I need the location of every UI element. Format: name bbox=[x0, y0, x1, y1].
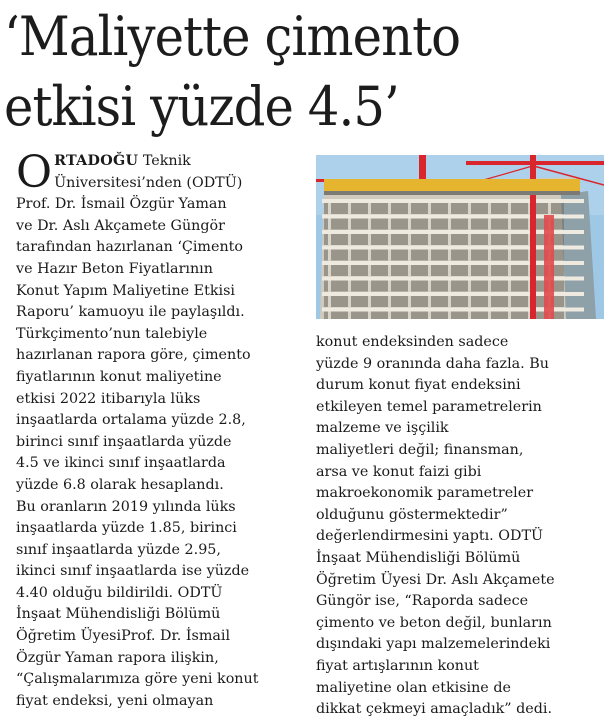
column bbox=[368, 265, 371, 276]
column bbox=[328, 250, 331, 261]
left-column-line: tarafından hazırlanan ‘Çimento bbox=[16, 239, 244, 256]
column bbox=[388, 234, 391, 245]
column bbox=[328, 219, 331, 230]
column bbox=[368, 296, 371, 307]
column bbox=[408, 281, 411, 292]
left-column-line: etkisi 2022 itibarıyla lüks bbox=[16, 390, 201, 407]
column bbox=[508, 203, 511, 214]
column bbox=[408, 219, 411, 230]
column bbox=[468, 281, 471, 292]
column bbox=[508, 265, 511, 276]
column bbox=[328, 296, 331, 307]
column bbox=[348, 250, 351, 261]
column bbox=[488, 296, 491, 307]
column bbox=[388, 312, 391, 320]
column bbox=[388, 203, 391, 214]
column bbox=[488, 250, 491, 261]
column bbox=[368, 250, 371, 261]
left-column-line: 4.40 olduğu bildirildi. ODTÜ bbox=[16, 584, 223, 601]
column bbox=[428, 296, 431, 307]
left-column-line: Özgür Yaman rapora ilişkin, bbox=[16, 649, 219, 666]
column bbox=[348, 219, 351, 230]
column bbox=[408, 203, 411, 214]
column bbox=[468, 250, 471, 261]
column bbox=[408, 296, 411, 307]
column bbox=[488, 219, 491, 230]
column bbox=[408, 234, 411, 245]
column bbox=[348, 265, 351, 276]
drop-cap: O bbox=[16, 147, 53, 198]
column bbox=[388, 250, 391, 261]
column bbox=[388, 296, 391, 307]
column bbox=[468, 234, 471, 245]
left-column-line: Bu oranların 2019 yılında lüks bbox=[16, 498, 236, 515]
column bbox=[368, 219, 371, 230]
left-column-line: “Çalışmalarımıza göre yeni konut bbox=[16, 671, 259, 688]
right-column-line: arsa ve konut faizi gibi bbox=[316, 463, 482, 480]
floor-slab bbox=[322, 199, 584, 203]
left-column-line: fiyatlarının konut maliyetine bbox=[16, 368, 222, 385]
column bbox=[428, 312, 431, 320]
column bbox=[448, 265, 451, 276]
column bbox=[408, 250, 411, 261]
right-column-line: maliyetine olan etkisine de bbox=[316, 679, 511, 696]
column bbox=[448, 250, 451, 261]
left-column-line: Prof. Dr. İsmail Özgür Yaman bbox=[16, 196, 227, 213]
headline bbox=[4, 2, 558, 142]
column bbox=[408, 312, 411, 320]
column bbox=[448, 234, 451, 245]
column bbox=[508, 250, 511, 261]
lead-word: RTADOĞU bbox=[54, 153, 139, 169]
column bbox=[348, 234, 351, 245]
construction-building-photo bbox=[316, 155, 604, 319]
column bbox=[508, 296, 511, 307]
column bbox=[428, 203, 431, 214]
column bbox=[428, 265, 431, 276]
column bbox=[468, 312, 471, 320]
column bbox=[368, 281, 371, 292]
right-column-line: Güngör ise, “Raporda sadece bbox=[316, 593, 529, 610]
headline-line-1: ‘Maliyette çimento bbox=[4, 5, 461, 68]
right-column-line: dikkat çekmeyi amaçladık” dedi. bbox=[316, 701, 553, 718]
headline-line-2: etkisi yüzde 4.5’ bbox=[4, 75, 399, 138]
right-column-line: makroekonomik parametreler bbox=[316, 485, 534, 502]
column bbox=[508, 281, 511, 292]
column bbox=[388, 281, 391, 292]
column bbox=[388, 265, 391, 276]
left-column-line: inşaatlarda ortalama yüzde 2.8, bbox=[16, 412, 246, 429]
left-column-line: hazırlanan rapora göre, çimento bbox=[16, 347, 251, 364]
column bbox=[468, 296, 471, 307]
column bbox=[448, 312, 451, 320]
column bbox=[428, 219, 431, 230]
right-column-line: etkileyen temel parametrelerin bbox=[316, 398, 542, 415]
right-column-line: malzeme ve işçilik bbox=[316, 420, 449, 437]
right-column-line: durum konut fiyat endeksini bbox=[316, 377, 521, 394]
column bbox=[368, 312, 371, 320]
left-column-line: Raporu’ kamuoyu ile paylaşıldı. bbox=[16, 304, 245, 321]
left-column-line: ikinci sınıf inşaatlarda ise yüzde bbox=[16, 563, 250, 580]
column bbox=[508, 219, 511, 230]
left-column-line: ve Hazır Beton Fiyatlarının bbox=[16, 260, 213, 277]
right-column-line: değerlendirmesini yaptı. ODTÜ bbox=[316, 528, 544, 545]
column bbox=[468, 203, 471, 214]
column bbox=[368, 234, 371, 245]
column bbox=[488, 203, 491, 214]
article-column-left bbox=[16, 147, 306, 712]
right-column-line: yüzde 9 oranında daha fazla. Bu bbox=[316, 355, 549, 372]
right-column-line: maliyetleri değil; finansman, bbox=[316, 441, 524, 458]
column bbox=[368, 203, 371, 214]
left-column-line: Türkçimento’nun talebiyle bbox=[16, 325, 208, 342]
right-column-line: Öğretim Üyesi Dr. Aslı Akçamete bbox=[316, 571, 555, 588]
column bbox=[488, 281, 491, 292]
column bbox=[428, 250, 431, 261]
column bbox=[488, 234, 491, 245]
column bbox=[348, 312, 351, 320]
left-column-line: birinci sınıf inşaatlarda yüzde bbox=[16, 433, 232, 450]
column bbox=[348, 203, 351, 214]
scaffold-top bbox=[324, 179, 580, 191]
column bbox=[448, 296, 451, 307]
left-column-line: inşaatlarda yüzde 1.85, birinci bbox=[16, 520, 237, 537]
column bbox=[448, 203, 451, 214]
column bbox=[328, 312, 331, 320]
column bbox=[548, 203, 551, 214]
right-column-line: olduğunu göstermektedir” bbox=[316, 506, 508, 523]
left-column-line: yüzde 6.8 olarak hesaplandı. bbox=[16, 476, 224, 493]
right-column-line: dışındaki yapı malzemelerindeki bbox=[316, 636, 551, 653]
column bbox=[428, 234, 431, 245]
column bbox=[388, 219, 391, 230]
left-column-line: Öğretim ÜyesiProf. Dr. İsmail bbox=[16, 628, 231, 645]
left-column-line: fiyat endeksi, yeni olmayan bbox=[16, 692, 214, 709]
column bbox=[348, 296, 351, 307]
left-column-line: İnşaat Mühendisliği Bölümü bbox=[16, 606, 221, 623]
left-column-line: ve Dr. Aslı Akçamete Güngör bbox=[16, 217, 225, 234]
left-column-line: Üniversitesi’nden (ODTÜ) bbox=[54, 174, 243, 191]
column bbox=[328, 203, 331, 214]
column bbox=[328, 265, 331, 276]
article-column-right bbox=[316, 332, 604, 721]
column bbox=[508, 234, 511, 245]
left-column-lines bbox=[16, 173, 306, 713]
construction-building-illustration bbox=[316, 155, 604, 319]
right-column-line: çimento ve beton değil, bunların bbox=[316, 614, 552, 631]
left-column-line: sınıf inşaatlarda yüzde 2.95, bbox=[16, 541, 221, 558]
column bbox=[448, 219, 451, 230]
column bbox=[488, 312, 491, 320]
column bbox=[508, 312, 511, 320]
column bbox=[408, 265, 411, 276]
column bbox=[468, 219, 471, 230]
column bbox=[328, 281, 331, 292]
right-column-line: İnşaat Mühendisliği Bölümü bbox=[316, 549, 521, 566]
column bbox=[488, 265, 491, 276]
left-column-line: 4.5 ve ikinci sınıf inşaatlarda bbox=[16, 455, 226, 472]
column bbox=[348, 281, 351, 292]
left-column-line: Konut Yapım Maliyetine Etkisi bbox=[16, 282, 235, 299]
right-column-line: fiyat artışlarının konut bbox=[316, 657, 479, 674]
right-column-lines bbox=[316, 332, 604, 721]
column bbox=[428, 281, 431, 292]
column bbox=[448, 281, 451, 292]
column bbox=[468, 265, 471, 276]
right-column-line: konut endeksinden sadece bbox=[316, 334, 509, 350]
first-line-rest: Teknik bbox=[138, 153, 191, 169]
column bbox=[328, 234, 331, 245]
